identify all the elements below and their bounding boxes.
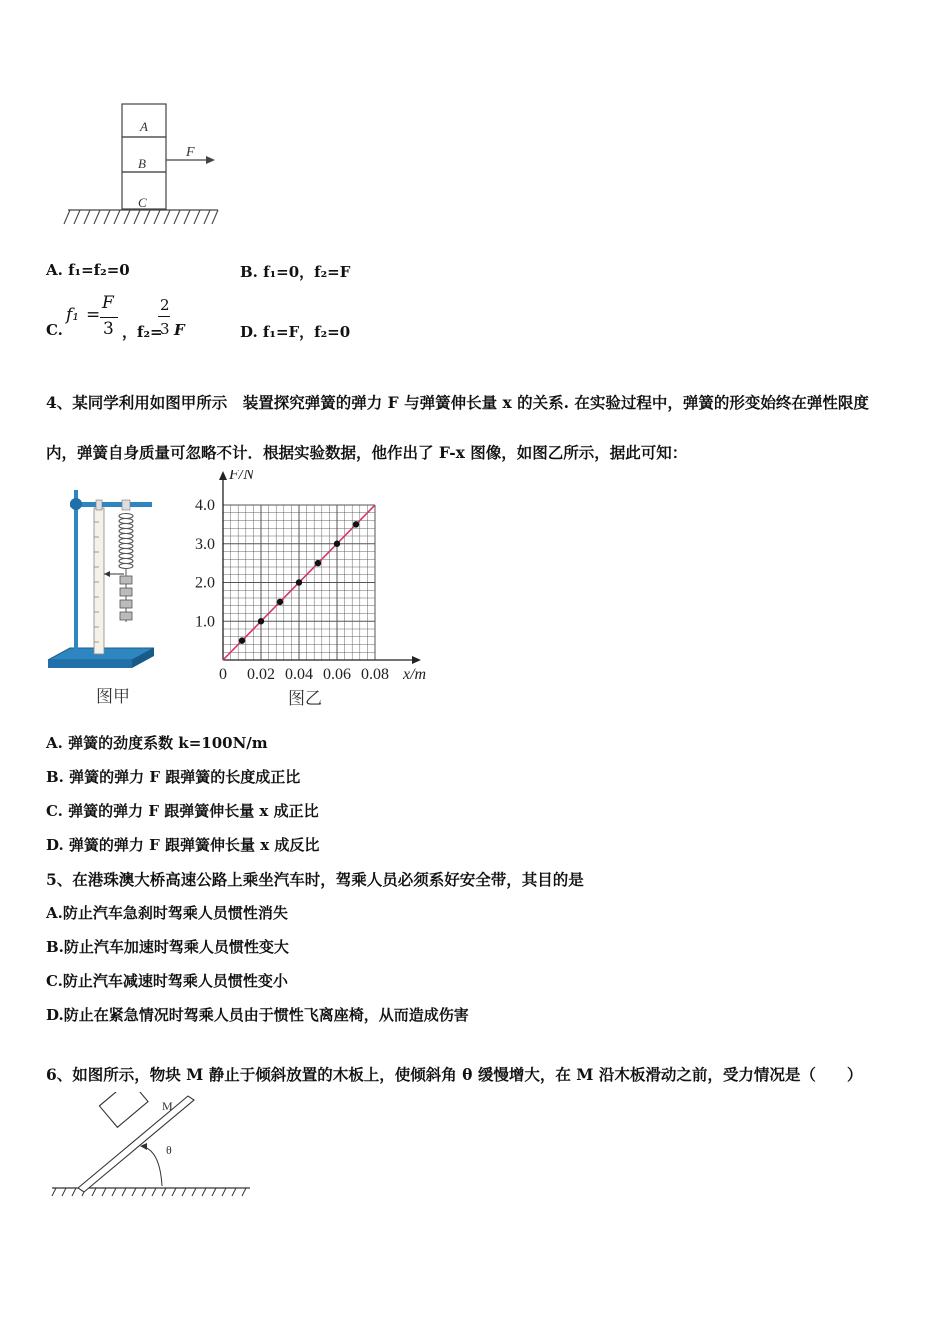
block-c-label: C bbox=[138, 195, 147, 210]
q3-option-a: A. f₁=f₂=0 bbox=[46, 261, 130, 279]
x-tick-label: 0.06 bbox=[323, 666, 351, 683]
q3-option-c-frac-den: 3 bbox=[103, 319, 114, 339]
y-tick-label: 2.0 bbox=[195, 574, 215, 592]
x-axis-arrow bbox=[412, 656, 421, 664]
q3-option-c-mid: ，f₂= bbox=[122, 323, 163, 341]
q4-option-b: B. 弹簧的弹力 F 跟弹簧的长度成正比 bbox=[46, 768, 301, 786]
data-point bbox=[258, 618, 264, 624]
block-a-label: A bbox=[140, 119, 148, 134]
data-point bbox=[353, 521, 359, 527]
y-tick-label: 4.0 bbox=[195, 497, 215, 514]
y-tick-label: 1.0 bbox=[195, 613, 215, 631]
angle-theta-label: θ bbox=[166, 1143, 172, 1157]
q3-option-c-f1: f₁ bbox=[66, 305, 80, 325]
data-point bbox=[277, 599, 283, 605]
q5-option-a: A.防止汽车急刹时驾乘人员惯性消失 bbox=[46, 904, 288, 922]
q4-fx-chart bbox=[190, 470, 440, 715]
data-point bbox=[296, 579, 302, 585]
q4-option-a: A. 弹簧的劲度系数 k=100N/m bbox=[46, 734, 268, 752]
x-tick-label: 0.08 bbox=[361, 666, 389, 683]
fx-chart-svg bbox=[190, 470, 440, 685]
fig-yi-label: 图乙 bbox=[288, 689, 322, 709]
data-point bbox=[334, 541, 340, 547]
q4-option-c: C. 弹簧的弹力 F 跟弹簧伸长量 x 成正比 bbox=[46, 802, 319, 820]
q4-option-d: D. 弹簧的弹力 F 跟弹簧伸长量 x 成反比 bbox=[46, 836, 320, 854]
q4-spring-apparatus-figure bbox=[44, 482, 164, 712]
q5-option-c: C.防止汽车减速时驾乘人员惯性变小 bbox=[46, 972, 288, 990]
q3-option-c-frac-num: F bbox=[102, 293, 114, 313]
q3-option-c-frac-bar bbox=[100, 317, 118, 318]
q3-option-c-frac2-den: 3 bbox=[160, 320, 170, 338]
data-point bbox=[239, 637, 245, 643]
q6-incline-figure bbox=[48, 1092, 258, 1202]
force-f-label: F bbox=[186, 145, 195, 160]
q3-option-d: D. f₁=F，f₂=0 bbox=[240, 323, 351, 341]
x-tick-label: 0.04 bbox=[285, 666, 313, 683]
block-m-label: M bbox=[162, 1099, 173, 1113]
y-axis-label: F/N bbox=[229, 470, 254, 483]
q3-option-c-frac2-bar bbox=[158, 316, 170, 317]
x-tick-label: 0 bbox=[219, 666, 227, 683]
data-point bbox=[315, 560, 321, 566]
y-tick-label: 3.0 bbox=[195, 535, 215, 553]
q6-stem: 6、如图所示，物块 M 静止于倾斜放置的木板上，使倾斜角 θ 缓慢增大，在 M 沿木板滑动之前，受力情况是（ ） bbox=[46, 1065, 863, 1084]
q3-option-c-equals: = bbox=[86, 305, 101, 325]
x-axis-label: x/m bbox=[403, 666, 427, 683]
q4-stem-line2: 内，弹簧自身质量可忽略不计．根据实验数据，他作出了 F-x 图像，如图乙所示，据此可知： bbox=[46, 443, 688, 462]
q5-stem: 5、在港珠澳大桥高速公路上乘坐汽车时，驾乘人员必须系好安全带，其目的是 bbox=[46, 870, 584, 889]
q3-option-c-frac2-num: 2 bbox=[160, 296, 170, 314]
q3-option-c-prefix: C. bbox=[46, 321, 63, 339]
q3-option-c-tail: F bbox=[174, 321, 185, 339]
q5-option-d: D.防止在紧急情况时驾乘人员由于惯性飞离座椅，从而造成伤害 bbox=[46, 1006, 469, 1024]
q3-option-b: B. f₁=0，f₂=F bbox=[240, 263, 351, 281]
q4-stem-line1: 4、某同学利用如图甲所示 装置探究弹簧的弹力 F 与弹簧伸长量 x 的关系. 在实验过程中，弹簧的形变始终在弹性限度 bbox=[46, 393, 869, 412]
x-tick-label: 0.02 bbox=[247, 666, 275, 683]
y-axis-arrow bbox=[219, 471, 227, 480]
q5-option-b: B.防止汽车加速时驾乘人员惯性变大 bbox=[46, 938, 289, 956]
q3-option-c bbox=[46, 293, 226, 343]
q3-stacked-blocks-figure bbox=[60, 100, 230, 230]
block-b-label: B bbox=[138, 156, 146, 171]
fig-jia-label: 图甲 bbox=[96, 687, 130, 707]
